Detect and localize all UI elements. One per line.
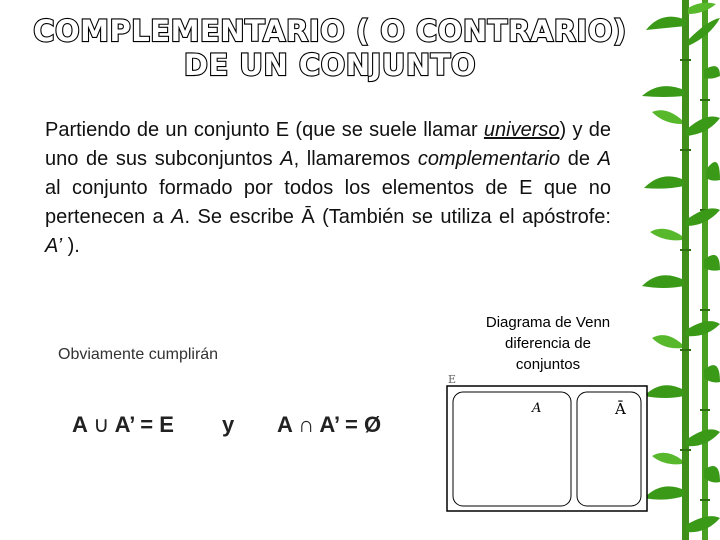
- title-line-1: COMPLEMENTARIO ( O CONTRARIO): [33, 14, 627, 48]
- venn-caption-line: conjuntos: [515, 356, 581, 373]
- union-symbol: ∪: [93, 412, 110, 437]
- formula-intersection-result: A’ = Ø: [319, 412, 382, 437]
- text-segment: de: [560, 148, 598, 170]
- text-segment: ).: [62, 235, 80, 257]
- set-a: A: [171, 206, 185, 228]
- text-segment: , llamaremos: [293, 148, 418, 170]
- venn-caption-line: Diagrama de Venn: [485, 314, 611, 331]
- text-segment: Partiendo de un conjunto E (que se suele llamar: [45, 119, 484, 141]
- venn-caption: [458, 312, 638, 375]
- complement-region: [577, 392, 641, 506]
- definition-paragraph: [45, 116, 611, 261]
- text-segment: al conjunto formado por todos los elementos de E que no pertenecen a: [45, 177, 611, 228]
- venn-diagram: [446, 372, 648, 512]
- bamboo-decoration: [642, 0, 720, 540]
- text-segment: . Se escribe Ā (También se utiliza el apóstrofe:: [184, 206, 611, 228]
- venn-label-abar: Ā: [615, 400, 626, 418]
- set-a-region: [453, 392, 571, 506]
- intersection-symbol: ∩: [298, 412, 315, 437]
- term-complementario: complementario: [417, 148, 561, 170]
- term-universo: universo: [483, 119, 560, 141]
- obviamente-label: Obviamente cumplirán: [58, 346, 219, 363]
- venn-caption-line: diferencia de: [505, 335, 591, 352]
- formula-a: A: [277, 412, 293, 437]
- venn-label-a: A: [532, 401, 542, 416]
- set-a: A: [280, 148, 294, 170]
- formula-a: A: [72, 412, 88, 437]
- intersection-formula: [277, 412, 381, 438]
- union-formula: [72, 412, 174, 438]
- slide-title: [30, 14, 630, 82]
- title-line-2: DE UN CONJUNTO: [183, 48, 477, 82]
- conjunction-y: y: [222, 412, 235, 437]
- set-a: A: [597, 148, 612, 170]
- text-segment: ) y de uno de sus subconjuntos: [45, 119, 611, 170]
- set-a-prime: A’: [45, 235, 63, 257]
- formula-union-result: A’ = E: [114, 412, 174, 437]
- venn-label-e: E: [448, 373, 457, 386]
